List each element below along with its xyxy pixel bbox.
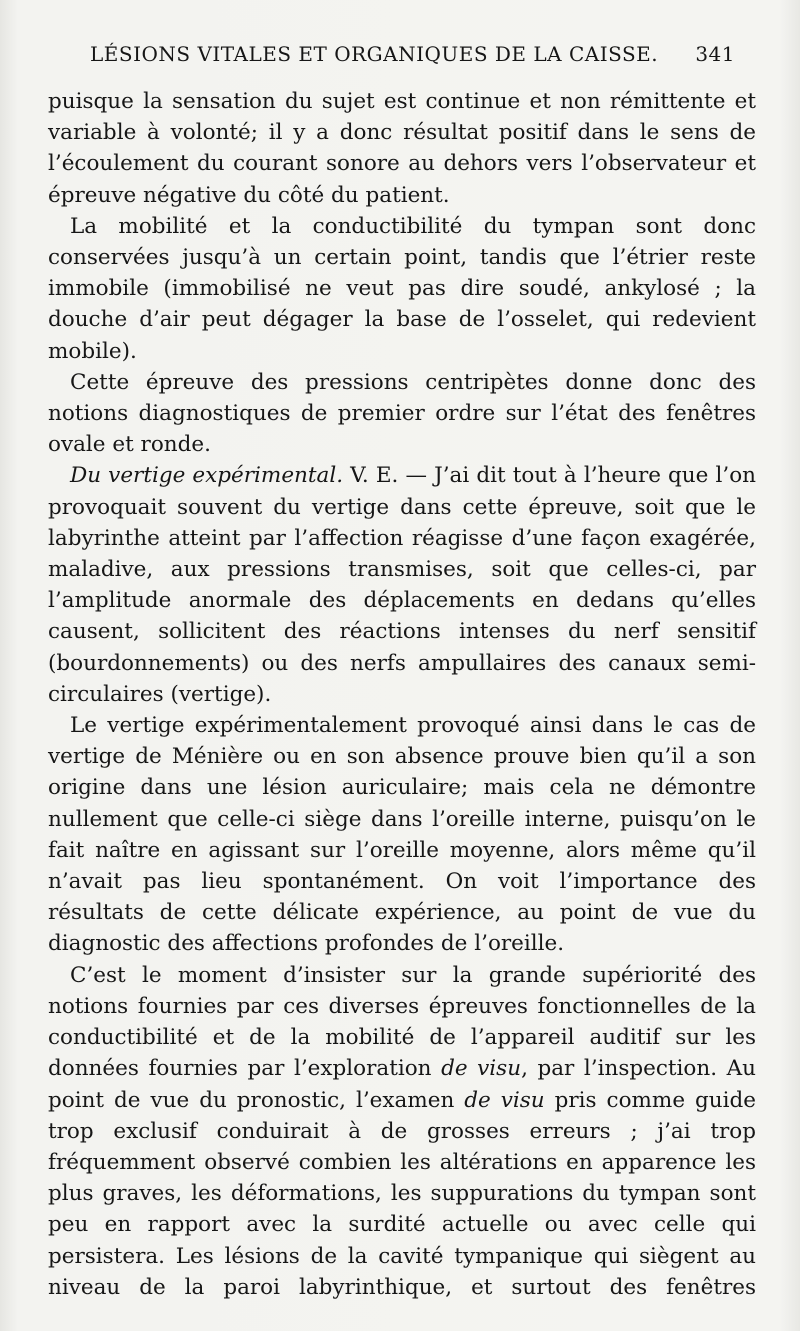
italic-de-visu-2: de visu	[464, 1087, 545, 1113]
paragraph-4	[48, 460, 756, 710]
italic-de-visu-1: de visu	[441, 1056, 522, 1082]
paragraph-6	[48, 960, 756, 1303]
paragraph-4-text: V. E. — J’ai dit tout à l’heure que l’on provoquait souvent du vertige dans cette épreuve, soit que le labyrinthe atteint par l’affection réagisse d’une façon exagérée, maladive, aux pressions transmises, soit que celles-ci, par l’amplitude anormale des déplacements en dedans qu’elles causent, sollicitent des réactions intenses du nerf sensitif (bourdonnements) ou des nerfs ampullaires des canaux semi-circulaires (vertige).	[48, 463, 756, 707]
section-heading: Du vertige expérimental.	[70, 463, 344, 489]
paragraph-6-part-c: pris comme guide trop exclusif conduirait à de grosses erreurs ; j’ai trop fréquemment observé combien les altérations en apparence les plus graves, les déformations, les suppurations du tympan sont peu en rapport avec la surdité actuelle ou avec celle qui persistera. Les lésions de la cavité tympanique qui siègent au niveau de la paroi labyrinthique, et surtout des fenêtres	[48, 1087, 756, 1300]
running-head	[90, 42, 735, 74]
paragraph-1: puisque la sensation du sujet est continue et non rémittente et variable à volonté; il y a donc résultat positif dans le sens de l’écoulement du courant sonore au dehors vers l’observateur et épreuve négative du côté du patient.	[48, 89, 756, 208]
paragraph-6-part-b: , par l’inspection. Au point de vue du pronostic, l’examen	[48, 1056, 756, 1113]
paragraph-5: Le vertige expérimentalement provoqué ainsi dans le cas de vertige de Ménière ou en son absence prouve bien qu’il a son origine dans une lésion auriculaire; mais cela ne démontre nullement que celle-ci siège dans l’oreille interne, puisqu’on le fait naître en agissant sur l’oreille moyenne, alors même qu’il n’avait pas lieu spontanément. On voit l’importance des résultats de cette délicate expérience, au point de vue du diagnostic des affections profondes de l’oreille.	[48, 713, 756, 957]
paragraph-2: La mobilité et la conductibilité du tympan sont donc conservées jusqu’à un certain point, tandis que l’étrier reste immobile (immobilisé ne veut pas dire soudé, ankylosé ; la douche d’air peut dégager la base de l’osselet, qui redevient mobile).	[48, 213, 756, 364]
paragraph-6-part-a: C’est le moment d’insister sur la grande supériorité des notions fournies par ces diverses épreuves fonctionnelles de la conductibilité et de la mobilité de l’appareil auditif sur les données fournies par l’exploration	[48, 962, 756, 1082]
paragraph-3: Cette épreuve des pressions centripètes donne donc des notions diagnostiques de premier ordre sur l’état des fenêtres ovale et ronde.	[48, 369, 756, 458]
running-head-title: LÉSIONS VITALES ET ORGANIQUES DE LA CAISSE.	[90, 42, 659, 66]
page-number: 341	[695, 42, 735, 66]
body-text	[48, 86, 756, 1303]
